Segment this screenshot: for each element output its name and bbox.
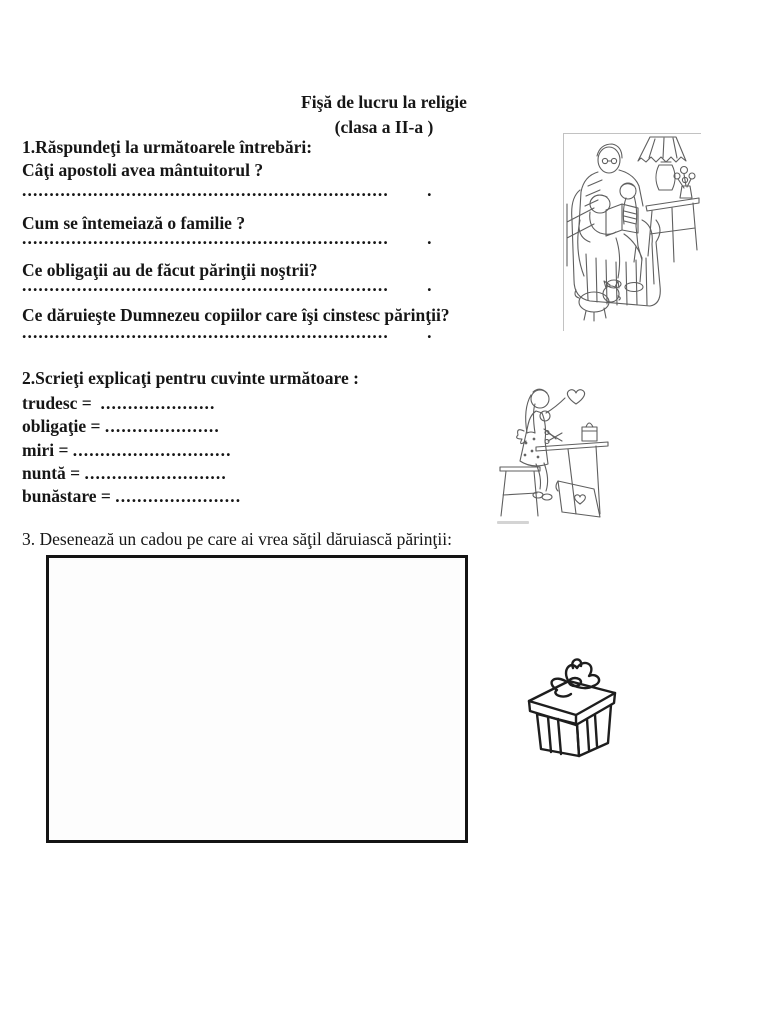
- section3-heading: 3. Desenează un cadou pe care ai vrea săţil dăruiască părinţii:: [22, 529, 452, 549]
- question-3: Ce obligaţii au de făcut părinţii noştrii?: [22, 260, 318, 280]
- term-dots: .....................: [104, 416, 220, 436]
- term-word: trudesc =: [22, 393, 101, 413]
- section2-heading: 2.Scrieţi explicaţi pentru cuvinte următoare :: [22, 368, 359, 388]
- term-dots: ..........................: [84, 463, 227, 483]
- answer-line-1: ................................................................... .: [22, 180, 433, 200]
- answer-line-2: ................................................................... .: [22, 228, 433, 248]
- watermark-smudge: [497, 521, 529, 524]
- question-2: Cum se întemeiază o familie ?: [22, 213, 246, 233]
- girl-heart-craft-illustration: [494, 383, 612, 525]
- drawing-area-box: [46, 555, 468, 843]
- term-row-bunastare: [22, 485, 241, 507]
- section1-heading: 1.Răspundeţi la următoarele întrebări:: [22, 137, 313, 157]
- answer-line-3: ................................................................... .: [22, 275, 433, 295]
- family-reading-illustration: [563, 133, 701, 331]
- term-dots: .......................: [115, 486, 242, 506]
- term-word: obligaţie =: [22, 416, 105, 436]
- term-dots: .............................: [72, 440, 232, 460]
- page-subtitle: (clasa a II-a ): [334, 117, 434, 137]
- term-row-nunta: [22, 462, 227, 484]
- girl-heart-craft-drawing: [494, 383, 612, 525]
- question-4: Ce dăruieşte Dumnezeu copiilor care îşi cinstesc părinţii?: [22, 305, 450, 325]
- term-word: miri =: [22, 440, 73, 460]
- answer-line-4: ................................................................... .: [22, 322, 433, 342]
- term-row-obligatie: [22, 415, 220, 437]
- gift-box-drawing: [517, 654, 627, 761]
- term-row-miri: [22, 439, 232, 461]
- term-row-trudesc: [22, 392, 216, 414]
- family-reading-drawing: [564, 134, 701, 331]
- question-1: Câţi apostoli avea mântuitorul ?: [22, 160, 264, 180]
- term-word: bunăstare =: [22, 486, 116, 506]
- gift-box-illustration: [517, 654, 627, 761]
- page-title: Fişă de lucru la religie: [301, 92, 467, 112]
- term-dots: .....................: [100, 393, 216, 413]
- term-word: nuntă =: [22, 463, 85, 483]
